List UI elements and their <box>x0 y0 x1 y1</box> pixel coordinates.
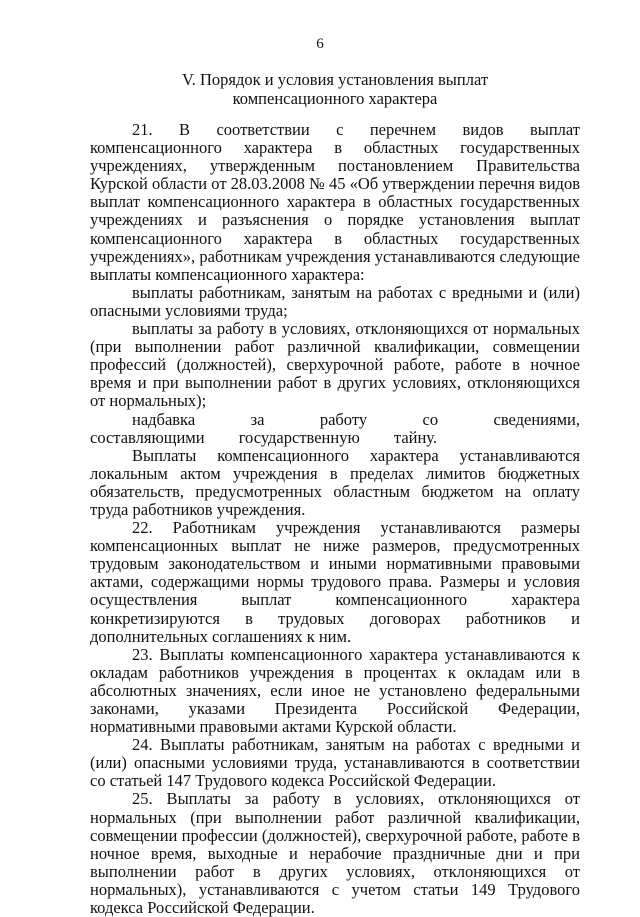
paragraph-21-item-state-secret: надбавка за работу со сведениями, составляющими государственную тайну. <box>90 409 580 447</box>
document-body <box>90 121 580 917</box>
paragraph-24: 24. Выплаты работникам, занятым на работах с вредными и (или) опасными условиями труда, устанавливаются в соответствии со статьей 147 Трудового кодекса Российской Федерации. <box>90 735 580 791</box>
paragraph-22: 22. Работникам учреждения устанавливаются размеры компенсационных выплат не ниже размеров, предусмотренных трудовым законодательством и иными нормативными правовыми актами, содержащими нормы трудового права. Размеры и условия осуществления выплат компенсационного характера конкретизируются в трудовых договорах работников и дополнительных соглашениях к ним. <box>90 518 580 646</box>
section-heading-line-1: V. Порядок и условия установления выплат <box>181 70 489 89</box>
paragraph-21: 21. В соответствии с перечнем видов выплат компенсационного характера в областных государственных учреждениях, утвержденным постановлением Правительства Курской области от 28.03.2008 № 45 «Об утверждении перечня видов выплат компенсационного характера в областных государственных учреждениях и разъяснения о порядке установления выплат компенсационного характера в областных государственных учреждениях», работникам учреждения устанавливаются следующие выплаты компенсационного характера: <box>90 120 580 284</box>
paragraph-21-local-act: Выплаты компенсационного характера устанавливаются локальным актом учреждения в пределах лимитов бюджетных обязательств, предусмотренных областным бюджетом на оплату труда работников учреждения. <box>90 445 580 519</box>
paragraph-21-item-hazardous: выплаты работникам, занятым на работах с вредными и (или) опасными условиями труда; <box>90 282 580 320</box>
paragraph-23: 23. Выплаты компенсационного характера устанавливаются к окладам работников учреждения в процентах к окладам или в абсолютных значениях, если иное не установлено федеральными законами, указами Президента Российской Федерации, нормативными правовыми актами Курской области. <box>90 644 580 737</box>
section-heading-line-2: компенсационного характера <box>232 89 438 108</box>
page-number: 6 <box>316 36 324 52</box>
paragraph-21-item-abnormal-conditions: выплаты за работу в условиях, отклоняющихся от нормальных (при выполнении работ различной квалификации, совмещении профессий (должностей), сверхурочной работе, работе в ночное время и при выполнении работ в других условиях, отклоняющихся от нормальных); <box>90 319 580 411</box>
paragraph-25: 25. Выплаты за работу в условиях, отклоняющихся от нормальных (при выполнении работ различной квалификации, совмещении профессии (должностей), сверхурочной работе, работе в ночное время, выходные и нерабочие праздничные дни и при выполнении работ в других условиях, отклоняющихся от нормальных), устанавливаются с учетом статьи 149 Трудового кодекса Российской Федерации. <box>90 789 580 917</box>
section-heading <box>90 70 580 108</box>
